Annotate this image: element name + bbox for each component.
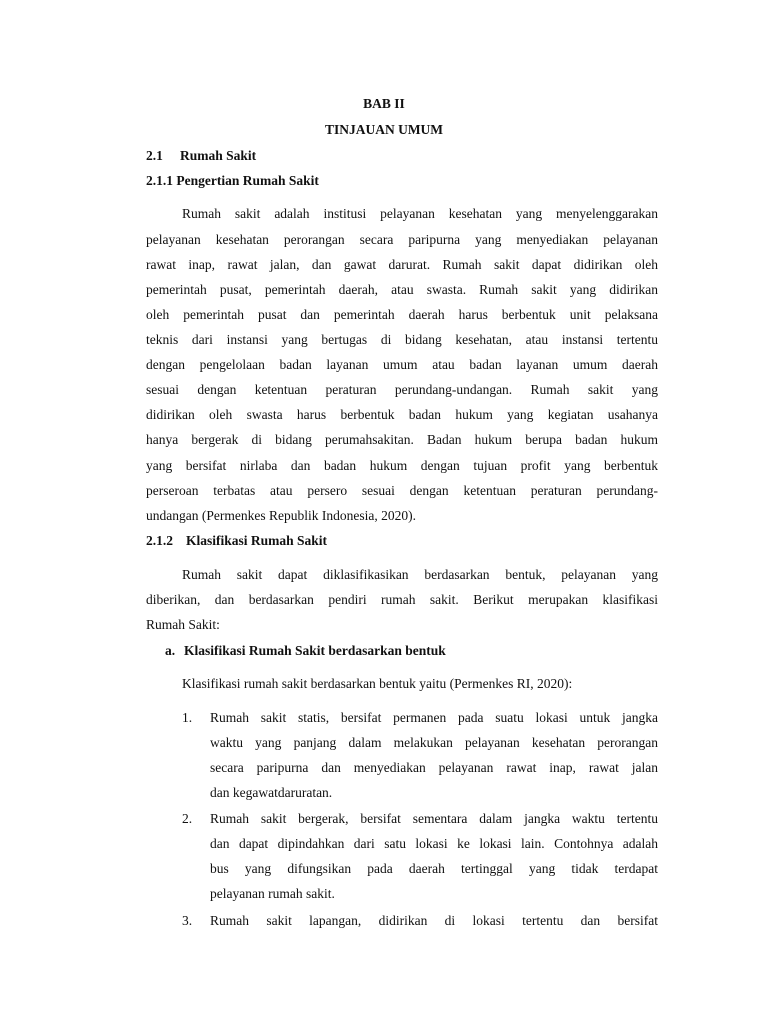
section-2-1-2-number: 2.1.2	[146, 533, 173, 548]
para1-line: pelayanan kesehatan perorangan secara paripurna yang menyediakan pelayanan	[146, 232, 658, 247]
list-item-line: bus yang difungsikan pada daerah tertinggal yang tidak terdapat	[210, 861, 658, 876]
para1-line: Rumah sakit adalah institusi pelayanan kesehatan yang menyelenggarakan	[182, 206, 658, 221]
para2-line: diberikan, dan berdasarkan pendiri rumah sakit. Berikut merupakan klasifikasi	[146, 592, 658, 607]
para1-line: pemerintah pusat, pemerintah daerah, atau swasta. Rumah sakit yang didirikan	[146, 282, 658, 297]
section-2-1-1-heading: 2.1.1 Pengertian Rumah Sakit	[146, 173, 319, 188]
para1-line: undangan (Permenkes Republik Indonesia, 2020).	[146, 508, 416, 523]
para1-line: didirikan oleh swasta harus berbentuk badan hukum yang kegiatan usahanya	[146, 407, 658, 422]
section-2-1-number: 2.1	[146, 148, 163, 163]
list-item-line: Rumah sakit bergerak, bersifat sementara dalam jangka waktu tertentu	[210, 811, 658, 826]
list-item-number: 2.	[182, 811, 193, 826]
section-2-1-2-title: Klasifikasi Rumah Sakit	[186, 533, 328, 548]
list-item-line: dan kegawatdaruratan.	[210, 785, 333, 800]
para2-line: Rumah sakit dapat diklasifikasikan berdasarkan bentuk, pelayanan yang	[182, 567, 658, 582]
para1-line: hanya bergerak di bidang perumahsakitan. Badan hukum berupa badan hukum	[146, 432, 658, 447]
para1-line: teknis dari instansi yang bertugas di bidang kesehatan, atau instansi tertentu	[146, 332, 658, 347]
list-item-line: Rumah sakit statis, bersifat permanen pada suatu lokasi untuk jangka	[210, 710, 658, 725]
para1-line: dengan pengelolaan badan layanan umum atau badan layanan umum daerah	[146, 357, 658, 372]
para1-line: sesuai dengan ketentuan peraturan perundang-undangan. Rumah sakit yang	[146, 382, 658, 397]
list-item-line: dan dapat dipindahkan dari satu lokasi ke lokasi lain. Contohnya adalah	[210, 836, 658, 851]
chapter-number: BAB II	[363, 96, 405, 111]
list-item-line: Rumah sakit lapangan, didirikan di lokasi tertentu dan bersifat	[210, 913, 658, 928]
para1-line: perseroan terbatas atau persero sesuai dengan ketentuan peraturan perundang-	[146, 483, 658, 498]
para1-line: oleh pemerintah pusat dan pemerintah daerah harus berbentuk unit pelaksana	[146, 307, 658, 322]
subsection-a-title: Klasifikasi Rumah Sakit berdasarkan bentuk	[184, 643, 446, 658]
list-item-line: waktu yang panjang dalam melakukan pelayanan kesehatan perorangan	[210, 735, 658, 750]
subsection-a-label: a.	[165, 643, 176, 658]
list-item-line: secara paripurna dan menyediakan pelayanan rawat inap, rawat jalan	[210, 760, 658, 775]
list-item-number: 3.	[182, 913, 193, 928]
list-item-line: pelayanan rumah sakit.	[210, 886, 335, 901]
para1-line: rawat inap, rawat jalan, dan gawat darurat. Rumah sakit dapat didirikan oleh	[146, 257, 658, 272]
para3: Klasifikasi rumah sakit berdasarkan bentuk yaitu (Permenkes RI, 2020):	[182, 676, 573, 691]
para2-line: Rumah Sakit:	[146, 617, 220, 632]
section-2-1-title: Rumah Sakit	[180, 148, 257, 163]
para1-line: yang bersifat nirlaba dan badan hukum dengan tujuan profit yang berbentuk	[146, 458, 658, 473]
chapter-title: TINJAUAN UMUM	[324, 122, 444, 137]
list-item-number: 1.	[182, 710, 193, 725]
